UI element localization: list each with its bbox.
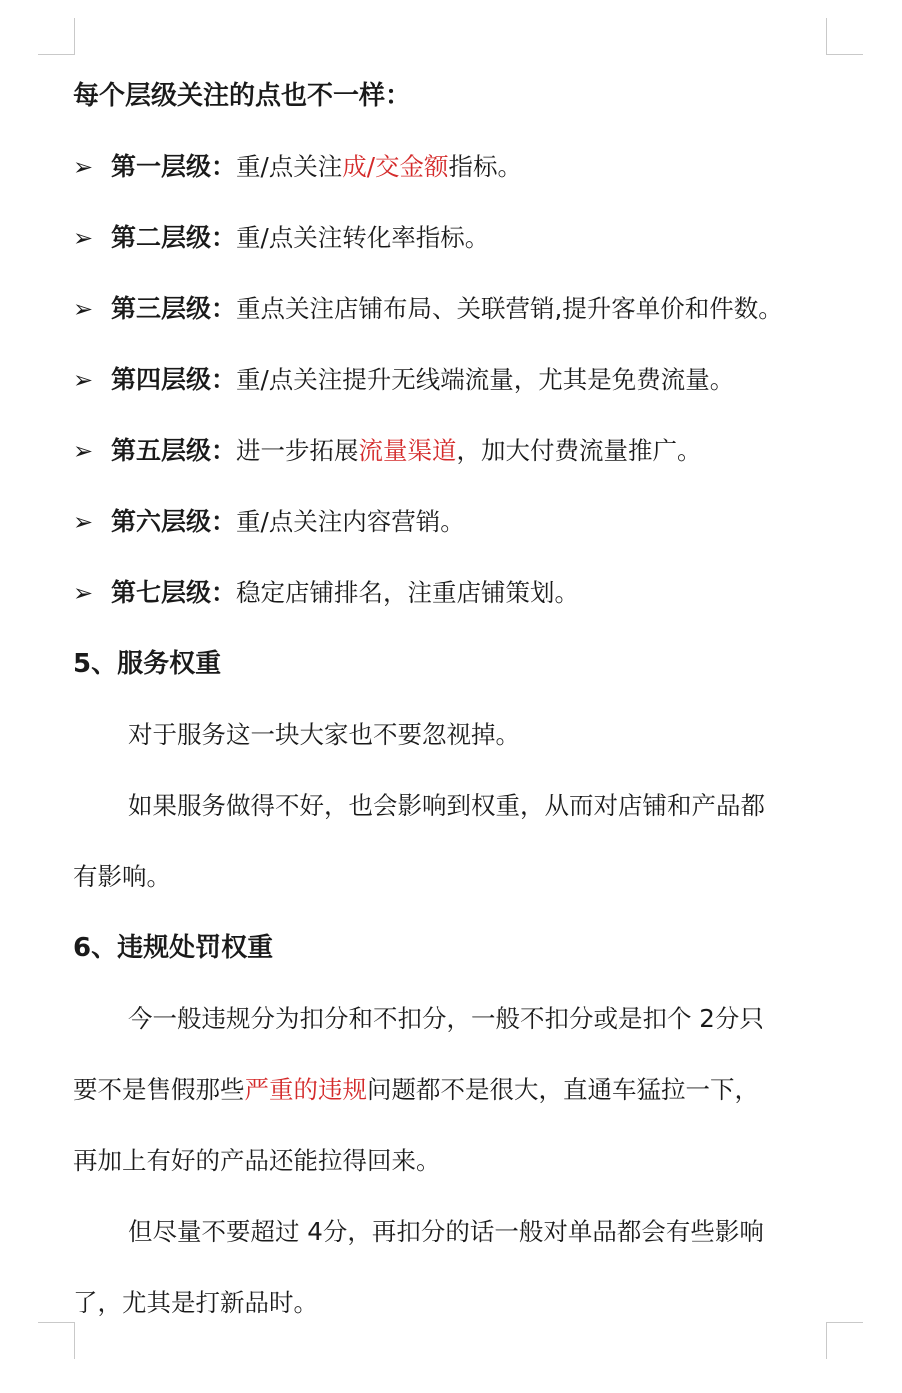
level-item [73,212,863,283]
level-text: 稳定店铺排名，注重店铺策划。 [236,578,580,607]
section6-title: 6、违规处罚权重 [73,933,274,963]
level-text-tail: 指标。 [448,152,523,181]
level-label: 第五层级： [111,436,237,465]
level-item [73,567,863,638]
level-item [73,354,863,425]
level-label: 第六层级： [111,507,237,536]
level-text: 重/点关注内容营销。 [236,507,465,536]
text-run: 问题都不是很大，直通车猛拉一下， [367,1075,759,1104]
arrow-bullet-icon: ➢ [73,366,94,394]
level-label: 第三层级： [111,294,237,323]
page-corner-mark-top-right [826,18,863,55]
text-run: 要不是售假那些 [73,1075,245,1104]
level-text: 重点关注店铺布局、关联营销,提升客单价和件数。 [236,294,783,323]
level-highlight: 流量渠道 [358,436,457,465]
level-text: 重/点关注提升无线端流量，尤其是免费流量。 [236,365,735,394]
arrow-bullet-icon: ➢ [73,579,94,607]
page-corner-mark-top-left [38,18,75,55]
level-item [73,496,863,567]
highlight-text: 严重的违规 [244,1075,367,1104]
section6-paragraph-2-line-2: 了，尤其是打新品时。 [73,1288,318,1317]
level-item [73,425,863,496]
section6-paragraph-2-line-1: 但尽量不要超过 4分，再扣分的话一般对单品都会有些影响 [128,1217,764,1246]
section5-paragraph-2-line-2: 有影响。 [73,862,171,891]
section6-paragraph-1-line-1: 今一般违规分为扣分和不扣分，一般不扣分或是扣个 2分只 [128,1004,764,1033]
level-label: 第七层级： [111,578,237,607]
arrow-bullet-icon: ➢ [73,508,94,536]
level-label: 第四层级： [111,365,237,394]
level-text: 进一步拓展 [236,436,359,465]
level-label: 第二层级： [111,223,237,252]
arrow-bullet-icon: ➢ [73,437,94,465]
level-highlight: 成/交金额 [342,152,449,181]
page-corner-mark-bottom-left [38,1322,75,1359]
section5-title: 5、服务权重 [73,649,222,679]
intro-heading: 每个层级关注的点也不一样： [73,81,412,111]
level-label: 第一层级： [111,152,237,181]
arrow-bullet-icon: ➢ [73,153,94,181]
level-list [73,141,863,638]
section6-paragraph-1-line-3: 再加上有好的产品还能拉得回来。 [73,1146,441,1175]
section6-paragraph-1-line-2 [73,1064,863,1135]
level-text-tail: ，加大付费流量推广。 [456,436,702,465]
level-item [73,283,863,354]
document-page [73,70,863,1348]
arrow-bullet-icon: ➢ [73,224,94,252]
arrow-bullet-icon: ➢ [73,295,94,323]
section5-paragraph-1: 对于服务这一块大家也不要忽视掉。 [128,720,520,749]
level-text: 重/点关注 [236,152,343,181]
level-item [73,141,863,212]
level-text: 重/点关注转化率指标。 [236,223,490,252]
section5-paragraph-2-line-1: 如果服务做得不好，也会影响到权重，从而对店铺和产品都 [128,791,765,820]
